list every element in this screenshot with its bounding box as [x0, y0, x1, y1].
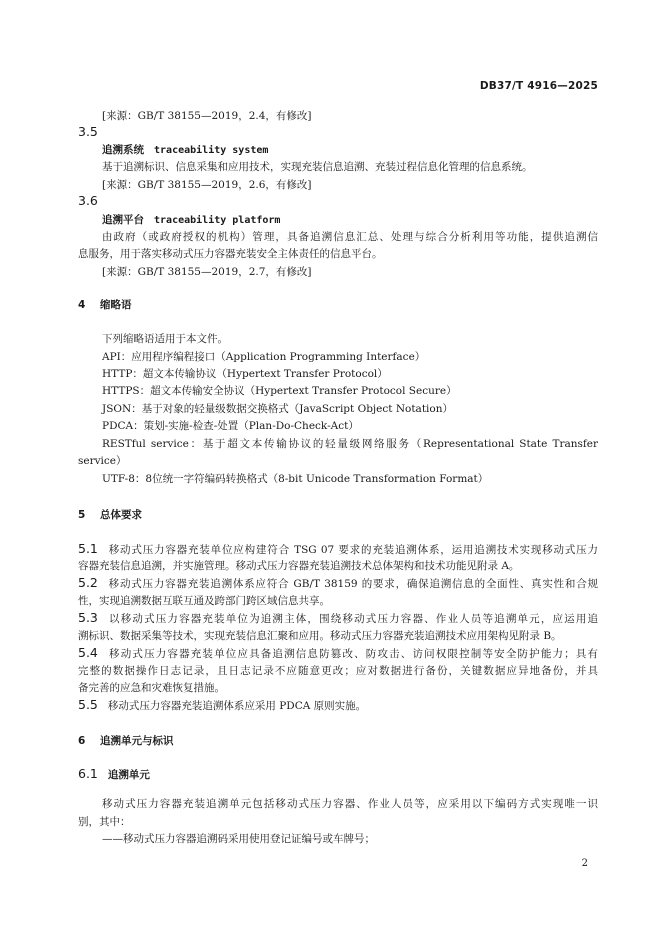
clause-5-1-text: 移动式压力容器充装单位应构建符合 TSG 07 要求的充装追溯体系，运用追溯技术实现移动式压力 [107, 544, 598, 556]
term-3-5-en: traceability system [154, 145, 269, 156]
clause-5-3-line2: 溯标识、数据采集等技术，实现充装信息汇聚和应用。移动式压力容器充装追溯技术应用架构见附录 B。 [78, 630, 562, 642]
clause-6-1-number: 6.1 [78, 766, 98, 781]
abbreviation-item: JSON：基于对象的轻量级数据交换格式（JavaScript Object Notation） [102, 403, 453, 415]
clause-5-1-line2: 容器充装信息追溯，并实施管理。移动式压力容器充装追溯技术总体架构和技术功能见附录 A。 [78, 560, 520, 572]
clause-5-3-line1 [78, 611, 598, 626]
section-5-heading [78, 508, 598, 522]
clause-number-3-6: 3.6 [78, 193, 98, 208]
definition-3-6-line1: 由政府（或政府授权的机构）管理，具备追溯信息汇总、处理与综合分析利用等功能，提供追溯信 [102, 231, 598, 243]
clause-5-5-line1 [78, 698, 598, 713]
clause-number-3-5: 3.5 [78, 124, 98, 139]
paragraph-6-1-line1: 移动式压力容器充装追溯单元包括移动式压力容器、作业人员等，应采用以下编码方式实现唯一识 [102, 798, 598, 810]
term-3-6-zh: 追溯平台 [102, 214, 144, 226]
clause-5-4-line3: 备完善的应急和灾难恢复措施。 [78, 682, 225, 694]
term-3-6 [102, 213, 598, 228]
clause-5-2-text: 移动式压力容器充装追溯体系应符合 GB/T 38159 的要求，确保追溯信息的全面性、真实性和合规 [107, 578, 598, 590]
definition-3-5: 基于追溯标识、信息采集和应用技术，实现充装信息追溯、充装过程信息化管理的信息系统。 [102, 161, 533, 173]
clause-5-3-number: 5.3 [78, 610, 98, 625]
clause-5-4-text: 移动式压力容器充装单位应具备追溯信息防篡改、防攻击、访问权限控制等安全防护能力；具有 [107, 648, 598, 660]
clause-5-5-text: 移动式压力容器充装追溯体系应采用 PDCA 原则实施。 [107, 700, 367, 712]
clause-5-2-line1 [78, 576, 598, 591]
paragraph-6-1-line2: 别，其中： [78, 816, 131, 828]
section-6-title: 追溯单元与标识 [100, 735, 174, 747]
document-code: DB37/T 4916—2025 [479, 80, 598, 92]
clause-6-1-heading [78, 767, 598, 782]
abbreviation-item: HTTPS：超文本传输安全协议（Hypertext Transfer Protocol Secure） [102, 385, 457, 397]
section-4-number: 4 [78, 299, 86, 311]
section-4-heading [78, 298, 598, 312]
clause-5-1-number: 5.1 [78, 541, 98, 556]
section-6-heading [78, 734, 598, 748]
section-5-number: 5 [78, 509, 86, 521]
clause-5-3-text: 以移动式压力容器充装单位为追溯主体，围绕移动式压力容器、作业人员等追溯单元，应运用追 [107, 613, 598, 625]
clause-6-1-title: 追溯单元 [107, 769, 150, 781]
clause-5-2-line2: 性，实现追溯数据互联互通及跨部门跨区域信息共享。 [78, 595, 330, 607]
abbreviation-restful-line1: RESTful service：基于超文本传输协议的轻量级网络服务（Representational State Transfer [102, 438, 598, 450]
section-5-title: 总体要求 [100, 509, 142, 521]
clause-5-2-number: 5.2 [78, 575, 98, 590]
section-6-number: 6 [78, 735, 86, 747]
list-item-dash: ——移动式压力容器追溯码采用使用登记证编号或车牌号； [102, 833, 375, 845]
abbreviation-restful-line2: service） [78, 455, 127, 467]
clause-5-4-line2: 完整的数据操作日志记录，且日志记录不应随意更改；应对数据进行备份，关键数据应异地备份，并具 [78, 665, 598, 677]
source-note-3-4: [来源：GB/T 38155—2019，2.4，有修改] [102, 110, 312, 122]
term-3-5 [102, 143, 598, 158]
term-3-5-zh: 追溯系统 [102, 144, 144, 156]
clause-5-1-line1 [78, 542, 598, 557]
abbreviation-item: API：应用程序编程接口（Application Programming Interface） [102, 351, 426, 363]
definition-3-6-line2: 息服务，用于落实移动式压力容器充装安全主体责任的信息平台。 [78, 248, 383, 260]
abbreviation-item: HTTP：超文本传输协议（Hypertext Transfer Protocol） [102, 368, 388, 380]
clause-5-5-number: 5.5 [78, 697, 98, 712]
abbreviation-utf8: UTF-8：8位统一字符编码转换格式（8-bit Unicode Transformation Format） [102, 473, 489, 485]
source-note-3-6: [来源：GB/T 38155—2019，2.7，有修改] [102, 266, 312, 278]
term-3-6-en: traceability platform [154, 215, 281, 226]
clause-5-4-line1 [78, 646, 598, 661]
page-number: 2 [581, 858, 588, 869]
source-note-3-5: [来源：GB/T 38155—2019，2.6，有修改] [102, 179, 312, 191]
section-4-title: 缩略语 [100, 299, 132, 311]
abbreviation-item: PDCA：策划-实施-检查-处置（Plan-Do-Check-Act） [102, 420, 359, 432]
clause-5-4-number: 5.4 [78, 645, 98, 660]
section-4-intro: 下列缩略语适用于本文件。 [102, 333, 228, 345]
